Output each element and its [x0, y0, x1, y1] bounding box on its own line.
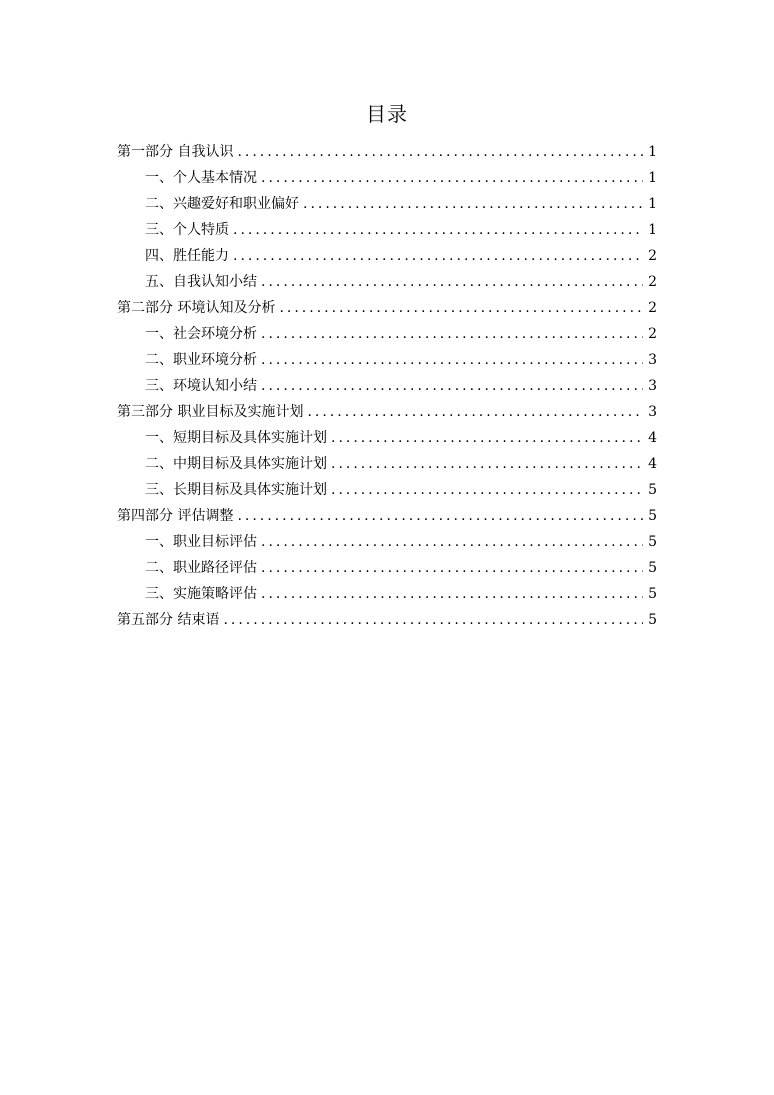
toc-entry-2-2[interactable] [117, 347, 657, 373]
toc-entry-part-5[interactable] [117, 607, 657, 633]
toc-dot-leader [261, 347, 643, 373]
toc-dot-leader [237, 503, 643, 529]
toc-page-number: 5 [648, 560, 657, 576]
toc-entry-part-4[interactable] [117, 503, 657, 529]
toc-entry-part-3[interactable] [117, 399, 657, 425]
toc-entry-text: 第一部分 自我认识 [117, 144, 234, 160]
toc-dot-leader [261, 373, 643, 399]
toc-page-number: 5 [648, 586, 657, 602]
toc-dot-leader [261, 165, 643, 191]
toc-entry-text: 一、个人基本情况 [145, 170, 257, 186]
toc-entry-3-3[interactable] [117, 477, 657, 503]
toc-entry-4-1[interactable] [117, 529, 657, 555]
toc-page-number: 5 [648, 482, 657, 498]
toc-page-number: 4 [648, 456, 657, 472]
toc-entry-1-4[interactable] [117, 243, 657, 269]
toc-dot-leader [261, 581, 643, 607]
toc-dot-leader [331, 425, 643, 451]
toc-page-number: 1 [648, 170, 657, 186]
toc-dot-leader [279, 295, 643, 321]
toc-page-number: 5 [648, 612, 657, 628]
toc-entry-text: 第五部分 结束语 [117, 612, 220, 628]
toc-dot-leader [233, 243, 643, 269]
toc-title: 目录 [366, 102, 408, 126]
toc-dot-leader [331, 451, 643, 477]
toc-dot-leader [237, 139, 643, 165]
toc-page-number: 2 [648, 274, 657, 290]
toc-entry-text: 一、职业目标评估 [145, 534, 257, 550]
toc-entry-text: 二、职业环境分析 [145, 352, 257, 368]
toc-entry-3-1[interactable] [117, 425, 657, 451]
toc-dot-leader [331, 477, 643, 503]
toc-entry-4-2[interactable] [117, 555, 657, 581]
toc-page-number: 3 [648, 378, 657, 394]
toc-entry-text: 五、自我认知小结 [145, 274, 257, 290]
toc-entry-part-1[interactable] [117, 139, 657, 165]
toc-entry-1-3[interactable] [117, 217, 657, 243]
toc-entry-text: 四、胜任能力 [145, 248, 229, 264]
toc-dot-leader [261, 555, 643, 581]
toc-entry-text: 第二部分 环境认知及分析 [117, 300, 276, 316]
toc-entry-2-3[interactable] [117, 373, 657, 399]
toc-page-number: 2 [648, 326, 657, 342]
toc-page-number: 1 [648, 222, 657, 238]
toc-dot-leader [307, 399, 643, 425]
toc-entry-1-1[interactable] [117, 165, 657, 191]
toc-entry-text: 二、中期目标及具体实施计划 [145, 456, 327, 472]
toc-entry-text: 三、长期目标及具体实施计划 [145, 482, 327, 498]
toc-page-number: 3 [648, 404, 657, 420]
toc-entry-text: 第三部分 职业目标及实施计划 [117, 404, 304, 420]
toc-dot-leader [233, 217, 643, 243]
toc-entry-text: 第四部分 评估调整 [117, 508, 234, 524]
toc-entry-text: 三、个人特质 [145, 222, 229, 238]
toc-entry-text: 二、职业路径评估 [145, 560, 257, 576]
toc-dot-leader [223, 607, 643, 633]
toc-page-number: 3 [648, 352, 657, 368]
toc-entry-text: 一、短期目标及具体实施计划 [145, 430, 327, 446]
table-of-contents [117, 139, 657, 633]
toc-page-number: 5 [648, 508, 657, 524]
toc-entry-text: 二、兴趣爱好和职业偏好 [145, 196, 299, 212]
toc-entry-2-1[interactable] [117, 321, 657, 347]
toc-page-number: 5 [648, 534, 657, 550]
toc-entry-text: 三、实施策略评估 [145, 586, 257, 602]
toc-entry-4-3[interactable] [117, 581, 657, 607]
toc-page-number: 1 [648, 196, 657, 212]
toc-entry-1-2[interactable] [117, 191, 657, 217]
toc-page-number: 4 [648, 430, 657, 446]
toc-entry-3-2[interactable] [117, 451, 657, 477]
toc-entry-text: 三、环境认知小结 [145, 378, 257, 394]
toc-entry-1-5[interactable] [117, 269, 657, 295]
toc-page-number: 2 [648, 248, 657, 264]
toc-dot-leader [303, 191, 643, 217]
toc-page-number: 2 [648, 300, 657, 316]
toc-page-number: 1 [648, 144, 657, 160]
toc-entry-part-2[interactable] [117, 295, 657, 321]
toc-dot-leader [261, 529, 643, 555]
toc-entry-text: 一、社会环境分析 [145, 326, 257, 342]
toc-dot-leader [261, 269, 643, 295]
toc-dot-leader [261, 321, 643, 347]
